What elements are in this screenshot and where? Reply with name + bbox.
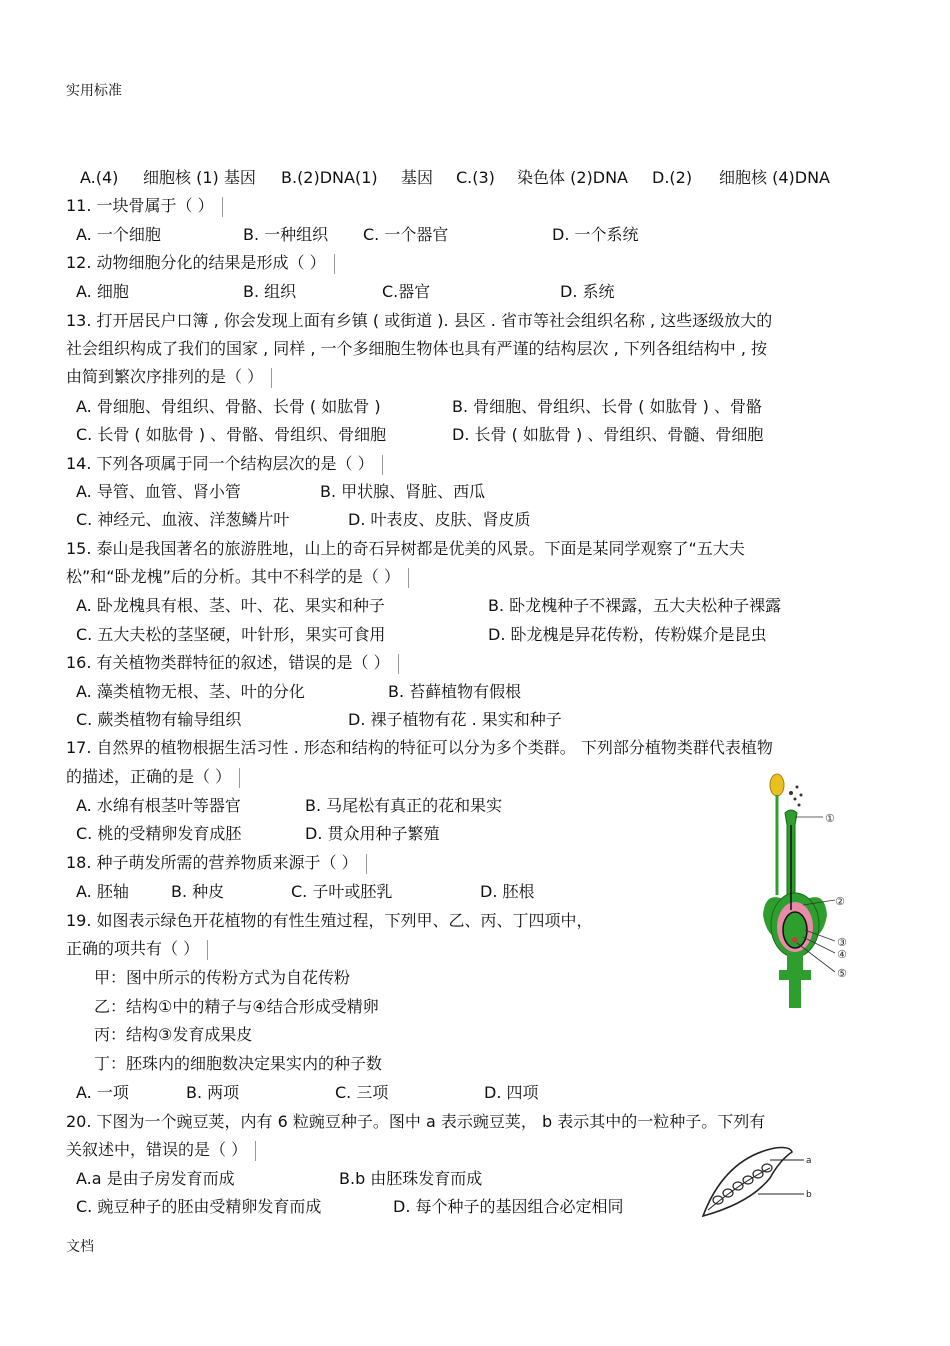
question-19-statement-bing: 丙：结构③发育成果皮 <box>94 1025 253 1044</box>
question-13-line-3: 由简到繁次序排列的是（ ） <box>66 367 272 388</box>
question-19-option-a: A. 一项 <box>76 1083 129 1102</box>
question-18-stem: 18. 种子萌发所需的营养物质来源于（ ） <box>66 853 367 874</box>
question-19-option-d: D. 四项 <box>484 1083 539 1102</box>
prev-option-c: C.(3) <box>456 168 495 187</box>
question-19-option-c: C. 三项 <box>335 1083 389 1102</box>
question-15-line-2: 松”和“卧龙槐”后的分析。其中不科学的是（ ） <box>66 567 409 588</box>
question-20-option-c: C. 豌豆种子的胚由受精卵发育而成 <box>76 1197 322 1216</box>
question-14-option-d: D. 叶表皮、皮肤、肾皮质 <box>348 510 531 529</box>
flower-label-2: ② <box>835 895 845 908</box>
question-19-statement-ding: 丁：胚珠内的细胞数决定果实内的种子数 <box>94 1054 383 1073</box>
prev-option-d-text: 细胞核 (4)DNA <box>719 168 830 187</box>
prev-option-b: B.(2)DNA(1) <box>281 168 378 187</box>
page-header: 实用标准 <box>66 83 122 99</box>
question-15-option-b: B. 卧龙槐种子不裸露，五大夫松种子裸露 <box>488 596 782 615</box>
question-12-option-a: A. 细胞 <box>76 282 129 301</box>
question-17-line-2: 的描述，正确的是（ ） <box>66 767 240 788</box>
question-14-stem: 14. 下列各项属于同一个结构层次的是（ ） <box>66 454 383 475</box>
flower-label-3: ③ <box>837 936 847 949</box>
question-16-option-b: B. 苔藓植物有假根 <box>388 682 522 701</box>
question-18-option-b: B. 种皮 <box>171 882 225 901</box>
question-18-option-d: D. 胚根 <box>480 882 535 901</box>
flower-label-4: ④ <box>837 948 847 961</box>
question-20-option-a: A.a 是由子房发育而成 <box>76 1169 235 1188</box>
prev-option-b-text: 基因 <box>401 168 434 187</box>
question-13-option-b: B. 骨细胞、骨组织、长骨 ( 如肱骨 ) 、骨骼 <box>452 397 762 416</box>
question-15-option-d: D. 卧龙槐是异花传粉，传粉媒介是昆虫 <box>488 625 767 644</box>
question-15-option-c: C. 五大夫松的茎坚硬，叶针形，果实可食用 <box>76 625 386 644</box>
question-11-stem: 11. 一块骨属于（ ） <box>66 196 223 217</box>
question-12-stem: 12. 动物细胞分化的结果是形成（ ） <box>66 253 335 274</box>
pea-pod-figure <box>700 1138 815 1220</box>
question-20-line-2: 关叙述中，错误的是（ ） <box>66 1140 256 1161</box>
question-13-option-c: C. 长骨 ( 如肱骨 ) 、骨骼、骨组织、骨细胞 <box>76 425 387 444</box>
question-18-option-c: C. 子叶或胚乳 <box>291 882 393 901</box>
question-13-line-1: 13. 打开居民户口簿 , 你会发现上面有乡镇 ( 或街道 ). 县区 . 省市等社会组织名称 , 这些逐级放大的 <box>66 311 773 330</box>
question-13-option-a: A. 骨细胞、骨组织、骨骼、长骨 ( 如肱骨 ) <box>76 397 381 416</box>
question-11-option-a: A. 一个细胞 <box>76 225 161 244</box>
question-17-option-a: A. 水绵有根茎叶等器官 <box>76 796 241 815</box>
question-12-option-d: D. 系统 <box>560 282 615 301</box>
flower-reproduction-figure <box>755 765 855 1010</box>
question-20-option-d: D. 每个种子的基因组合必定相同 <box>393 1197 624 1216</box>
question-19-statement-yi: 乙：结构①中的精子与④结合形成受精卵 <box>94 997 379 1016</box>
question-19-line-2: 正确的项共有（ ） <box>66 939 208 960</box>
question-19-line-1: 19. 如图表示绿色开花植物的有性生殖过程，下列甲、乙、丙、丁四项中， <box>66 911 593 930</box>
question-20-line-1: 20. 下图为一个豌豆荚，内有 6 粒豌豆种子。图中 a 表示豌豆荚， b 表示其中的一粒种子。下列有 <box>66 1112 766 1131</box>
question-19-statement-jia: 甲：图中所示的传粉方式为自花传粉 <box>94 968 351 987</box>
question-17-line-1: 17. 自然界的植物根据生活习性 . 形态和结构的特征可以分为多个类群。 下列部分植物类群代表植物 <box>66 738 773 757</box>
question-15-option-a: A. 卧龙槐具有根、茎、叶、花、果实和种子 <box>76 596 385 615</box>
question-16-stem: 16. 有关植物类群特征的叙述，错误的是（ ） <box>66 653 399 674</box>
question-20-option-b: B.b 由胚珠发育而成 <box>339 1169 483 1188</box>
question-11-option-b: B. 一种组织 <box>243 225 329 244</box>
prev-option-a-text: 细胞核 (1) 基因 <box>143 168 256 187</box>
prev-option-a: A.(4) <box>80 168 119 187</box>
question-14-option-c: C. 神经元、血液、洋葱鳞片叶 <box>76 510 290 529</box>
question-13-line-2: 社会组织构成了我们的国家 , 同样 , 一个多细胞生物体也具有严谨的结构层次 , 下列各组结构中 , 按 <box>66 339 768 358</box>
question-17-option-d: D. 贯众用种子繁殖 <box>305 824 440 843</box>
question-19-option-b: B. 两项 <box>186 1083 240 1102</box>
question-16-option-c: C. 蕨类植物有输导组织 <box>76 710 242 729</box>
prev-option-d: D.(2) <box>652 168 693 187</box>
page-footer: 文档 <box>66 1239 94 1255</box>
question-14-option-b: B. 甲状腺、肾脏、西瓜 <box>320 482 486 501</box>
question-18-option-a: A. 胚轴 <box>76 882 129 901</box>
flower-label-1: ① <box>825 812 835 825</box>
question-16-option-d: D. 裸子植物有花 . 果实和种子 <box>348 710 562 729</box>
question-14-option-a: A. 导管、血管、肾小管 <box>76 482 241 501</box>
flower-label-5: ⑤ <box>837 967 847 980</box>
question-15-line-1: 15. 泰山是我国著名的旅游胜地，山上的奇石异树都是优美的风景。下面是某同学观察了“五大夫 <box>66 539 745 558</box>
question-12-option-b: B. 组织 <box>243 282 297 301</box>
question-17-option-c: C. 桃的受精卵发育成胚 <box>76 824 242 843</box>
question-17-option-b: B. 马尾松有真正的花和果实 <box>305 796 503 815</box>
prev-option-c-text: 染色体 (2)DNA <box>517 168 628 187</box>
pea-label-b: b <box>806 1190 812 1200</box>
pea-label-a: a <box>806 1156 812 1166</box>
question-11-option-c: C. 一个器官 <box>363 225 449 244</box>
question-13-option-d: D. 长骨 ( 如肱骨 ) 、骨组织、骨髓、骨细胞 <box>452 425 764 444</box>
question-12-option-c: C.器官 <box>382 282 431 301</box>
question-16-option-a: A. 藻类植物无根、茎、叶的分化 <box>76 682 305 701</box>
question-11-option-d: D. 一个系统 <box>552 225 639 244</box>
